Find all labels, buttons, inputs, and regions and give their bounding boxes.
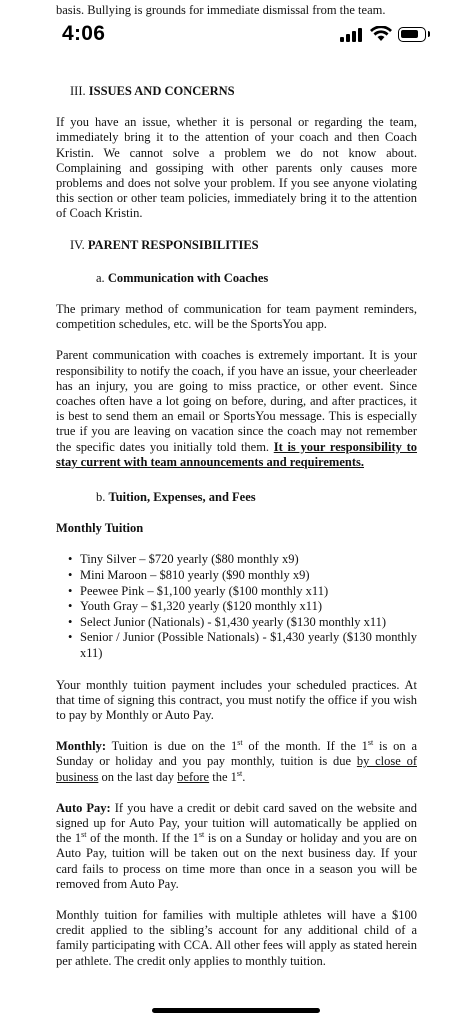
section-heading-parent-responsibilities: IV. PARENT RESPONSIBILITIES <box>70 237 259 252</box>
status-bar <box>0 20 472 54</box>
subheading-communication: a. Communication with Coaches <box>96 270 269 285</box>
monthly-paragraph: Monthly: Tuition is due on the 1st of the month. If the 1st is on a Sunday or holiday and you pay monthly, tuition is due by close of business on the last day before the 1st. <box>56 738 418 784</box>
issues-paragraph: If you have an issue, whether it is personal or regarding the team, immediately bring it to the attention of your coach and then Coach Kristin. We cannot solve a problem we do not know about. Complaining and gossiping with other parents only causes more problems and does not solve your problem. If you see anyone violating this section or other team policies, immediately bring it to the attention of Coach Kristin. <box>56 115 417 221</box>
multiple-athletes-paragraph: Monthly tuition for families with multiple athletes will have a $100 credit applied to the sibling’s account for any additional child of a family participating with CCA. All other fees will apply as stated herein per athlete. The credit only applies to monthly tuition. <box>56 908 417 968</box>
responsibility-emphasis: It is your responsibility to stay current with team announcements and requirements. <box>56 439 418 469</box>
monthly-tuition-heading: Monthly Tuition <box>56 521 144 536</box>
previous-page-text: basis. Bullying is grounds for immediate dismissal from the team. <box>56 3 386 17</box>
communication-paragraph-1: The primary method of communication for team payment reminders, competition schedules, etc. will be the SportsYou app. <box>56 302 417 332</box>
list-item: • Youth Gray – $1,320 yearly ($120 monthly x11) <box>68 599 417 615</box>
section-heading-issues: III. ISSUES AND CONCERNS <box>70 84 235 98</box>
communication-paragraph-2: Parent communication with coaches is extremely important. It is your responsibility to notify the coach, if you have an issue, your cheerleader has an injury, you are going to miss practice, or other event. Since coaches often have a lot going on before, during, and after practices, it is best to send them an email or SportsYou message. This is especially true if you are leaving on vacation since the coach may not remember the specific dates you initially told them. It is your responsibility to stay current with team announcements and requirements. <box>56 348 418 469</box>
list-item: • Select Junior (Nationals) - $1,430 yearly ($130 monthly x11) <box>68 615 417 631</box>
list-item: • Tiny Silver – $720 yearly ($80 monthly x9) <box>68 552 417 568</box>
list-item: • Mini Maroon – $810 yearly ($90 monthly x9) <box>68 568 417 584</box>
payment-paragraph: Your monthly tuition payment includes your scheduled practices. At that time of signing this contract, you must notify the office if you wish to pay by Monthly or Auto Pay. <box>56 677 417 723</box>
document-body <box>56 84 417 969</box>
wifi-icon <box>370 26 392 42</box>
list-item: • Senior / Junior (Possible Nationals) - $1,430 yearly ($130 monthly x11) <box>68 630 417 661</box>
cellular-signal-icon <box>340 28 362 42</box>
list-item: • Peewee Pink – $1,100 yearly ($100 monthly x11) <box>68 584 417 600</box>
status-time: 4:06 <box>62 22 106 45</box>
home-indicator[interactable] <box>152 1008 320 1013</box>
battery-icon <box>398 27 426 42</box>
subheading-tuition: b. Tuition, Expenses, and Fees <box>96 490 256 505</box>
autopay-paragraph: Auto Pay: If you have a credit or debit card saved on the website and signed up for Auto Pay, your tuition will automatically be applied on the 1st of the month. If the 1st is on a Sunday or holiday and you are on Auto Pay, tuition will be taken out on the next business day. If your card fails to process on time more than once in a season you will be removed from Auto Pay. <box>56 800 418 891</box>
tuition-list <box>68 552 417 661</box>
